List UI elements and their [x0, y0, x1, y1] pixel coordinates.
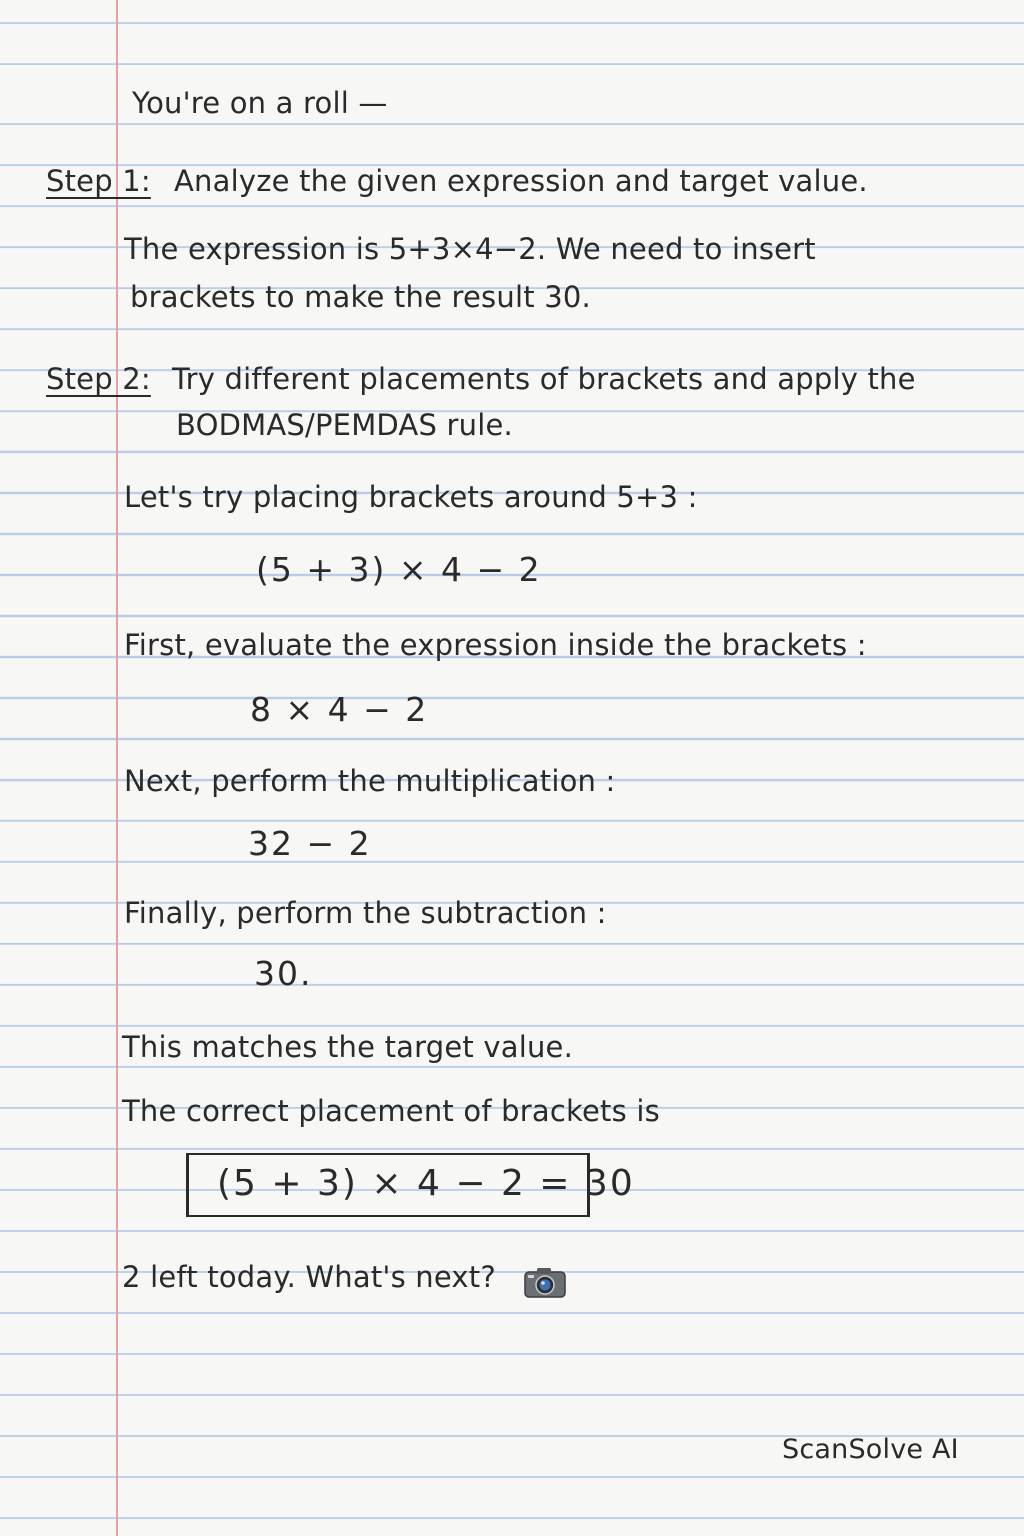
final-text: Finally, perform the subtraction : — [124, 896, 607, 930]
next-text: Next, perform the multiplication : — [124, 764, 616, 798]
step-1-line-1: The expression is 5+3×4−2. We need to insert — [124, 232, 816, 266]
correct-text: The correct placement of brackets is — [122, 1094, 660, 1128]
first-text: First, evaluate the expression inside the brackets : — [124, 628, 867, 662]
expression-4: 30. — [254, 954, 313, 993]
try-text: Let's try placing brackets around 5+3 : — [124, 480, 698, 514]
step-1-line-2: brackets to make the result 30. — [130, 280, 591, 314]
remaining-text: 2 left today. What's next? — [122, 1260, 496, 1294]
expression-3: 32 − 2 — [248, 824, 372, 863]
match-text: This matches the target value. — [122, 1030, 573, 1064]
brand-label: ScanSolve AI — [782, 1434, 959, 1465]
margin-line — [116, 0, 118, 1536]
answer-box — [186, 1153, 635, 1217]
step-1-label: Step 1: — [46, 164, 151, 198]
expression-2: 8 × 4 − 2 — [250, 690, 429, 729]
camera-icon — [524, 1266, 566, 1298]
step-2-label: Step 2: — [46, 362, 151, 396]
answer-expression: (5 + 3) × 4 − 2 = 30 — [217, 1163, 635, 1204]
step-1-heading: Analyze the given expression and target value. — [174, 164, 868, 198]
expression-1: (5 + 3) × 4 − 2 — [256, 550, 542, 589]
intro-text: You're on a roll — — [132, 86, 388, 120]
step-2-heading-2: BODMAS/PEMDAS rule. — [176, 408, 513, 442]
step-2-heading: Try different placements of brackets and apply the — [172, 362, 916, 396]
